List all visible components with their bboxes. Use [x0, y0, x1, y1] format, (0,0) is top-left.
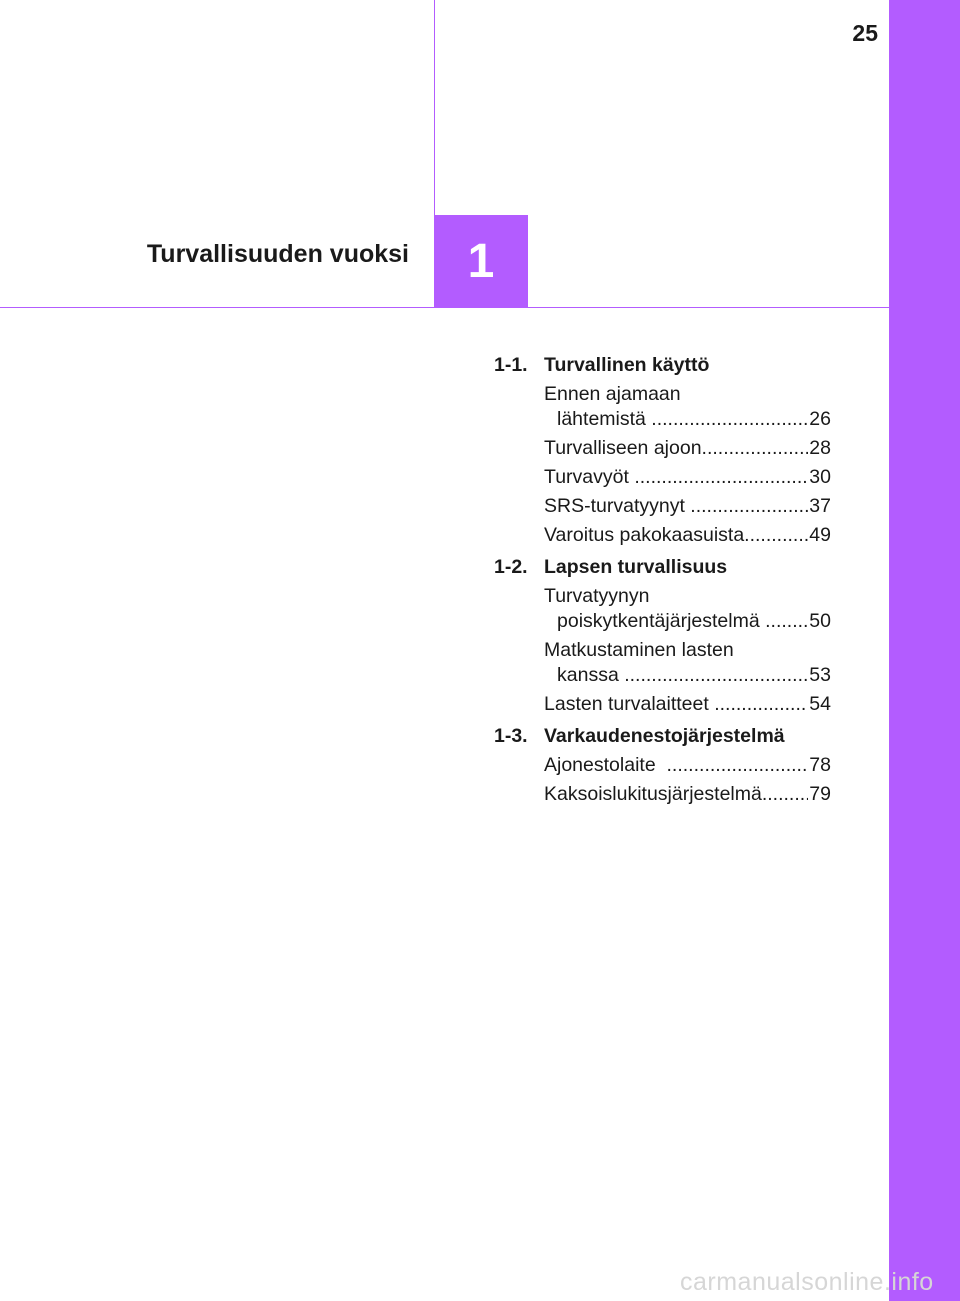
entry-title-continued: lähtemistä	[557, 408, 646, 430]
toc-entry[interactable]	[544, 494, 831, 519]
entry-page: 54	[809, 693, 831, 715]
toc-section[interactable]	[494, 723, 831, 749]
toc-entry[interactable]	[544, 382, 831, 432]
chapter-number-box: 1	[434, 215, 528, 308]
section-number: 1-2.	[494, 555, 528, 578]
entry-page: 37	[809, 495, 831, 517]
toc-section[interactable]	[494, 554, 831, 580]
toc-entry[interactable]	[544, 584, 831, 634]
entry-title: Ennen ajamaan	[544, 383, 681, 405]
entry-title: Kaksoislukitusjärjestelmä	[544, 783, 762, 805]
page-number: 25	[852, 20, 878, 46]
entry-page: 28	[809, 437, 831, 459]
entry-title: Matkustaminen lasten	[544, 639, 734, 661]
section-number: 1-3.	[494, 724, 528, 747]
entry-title-continued: poiskytkentäjärjestelmä	[557, 610, 760, 632]
section-number: 1-1.	[494, 353, 528, 376]
entry-page: 49	[809, 524, 831, 546]
entry-page: 50	[809, 610, 831, 632]
toc-entry[interactable]	[544, 523, 831, 548]
chapter-title: Turvallisuuden vuoksi	[146, 240, 409, 268]
toc-entry[interactable]	[544, 782, 831, 807]
entry-page: 53	[809, 664, 831, 686]
entry-title: Ajonestolaite	[544, 754, 656, 776]
entry-page: 26	[809, 408, 831, 430]
entry-title: Varoitus pakokaasuista	[544, 524, 745, 546]
entry-title: Turvatyynyn	[544, 585, 650, 607]
toc-entry[interactable]	[544, 465, 831, 490]
toc-entry[interactable]	[544, 638, 831, 688]
toc-entry[interactable]	[544, 753, 831, 778]
section-title: Turvallinen käyttö	[544, 353, 710, 376]
entry-title-continued: kanssa	[557, 664, 619, 686]
entry-title: Turvavyöt	[544, 466, 629, 488]
entry-page: 78	[809, 754, 831, 776]
section-title: Lapsen turvallisuus	[544, 555, 728, 578]
section-title: Varkaudenestojärjestelmä	[544, 724, 785, 747]
entry-page: 79	[809, 783, 831, 805]
watermark: carmanualsonline.info	[680, 1268, 934, 1296]
toc-entry[interactable]	[544, 436, 831, 461]
table-of-contents	[494, 352, 831, 807]
entry-title: SRS-turvatyynyt	[544, 495, 685, 517]
toc-section[interactable]	[494, 352, 831, 378]
entry-page: 30	[809, 466, 831, 488]
entry-title: Turvalliseen ajoon	[544, 437, 702, 459]
entry-title: Lasten turvalaitteet	[544, 693, 709, 715]
toc-entry[interactable]	[544, 692, 831, 717]
vertical-divider	[434, 0, 435, 215]
side-tab-bar	[889, 0, 960, 1301]
